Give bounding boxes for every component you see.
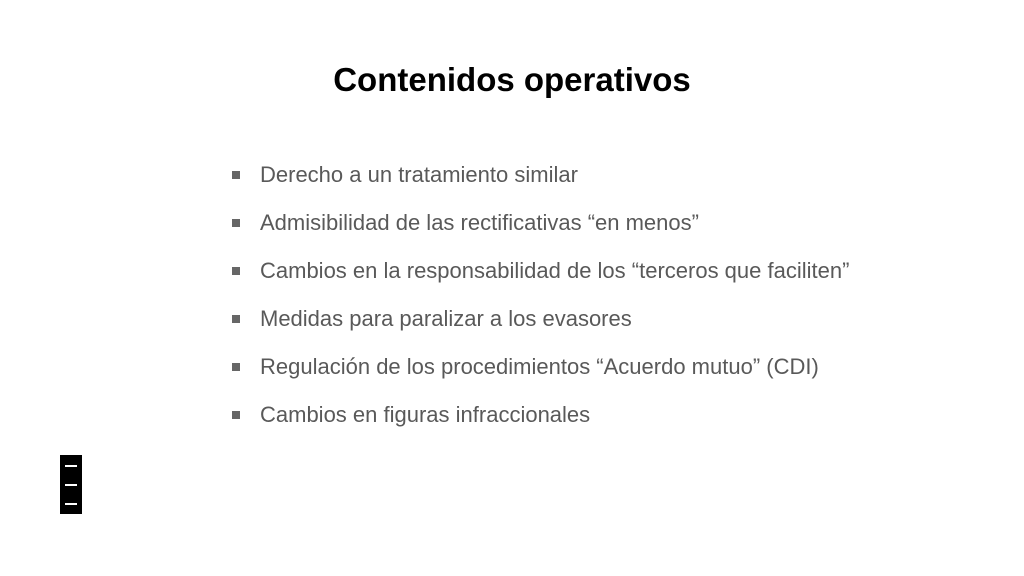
menu-icon[interactable] (60, 455, 82, 514)
slide-title: Contenidos operativos (333, 61, 691, 98)
bullet-text: Derecho a un tratamiento similar (260, 162, 578, 187)
bullet-text: Medidas para paralizar a los evasores (260, 306, 632, 331)
bullet-text: Regulación de los procedimientos “Acuerdo mutuo” (CDI) (260, 354, 819, 379)
bullet-text: Admisibilidad de las rectificativas “en menos” (260, 210, 699, 235)
square-bullet-icon (232, 411, 240, 419)
square-bullet-icon (232, 219, 240, 227)
bullet-text: Cambios en la responsabilidad de los “terceros que faciliten” (260, 258, 850, 283)
square-bullet-icon (232, 171, 240, 179)
menu-bar (65, 484, 77, 486)
square-bullet-icon (232, 267, 240, 275)
square-bullet-icon (232, 363, 240, 371)
square-bullet-icon (232, 315, 240, 323)
bullet-text: Cambios en figuras infraccionales (260, 402, 591, 427)
menu-bar (65, 503, 77, 505)
menu-bar (65, 465, 77, 467)
